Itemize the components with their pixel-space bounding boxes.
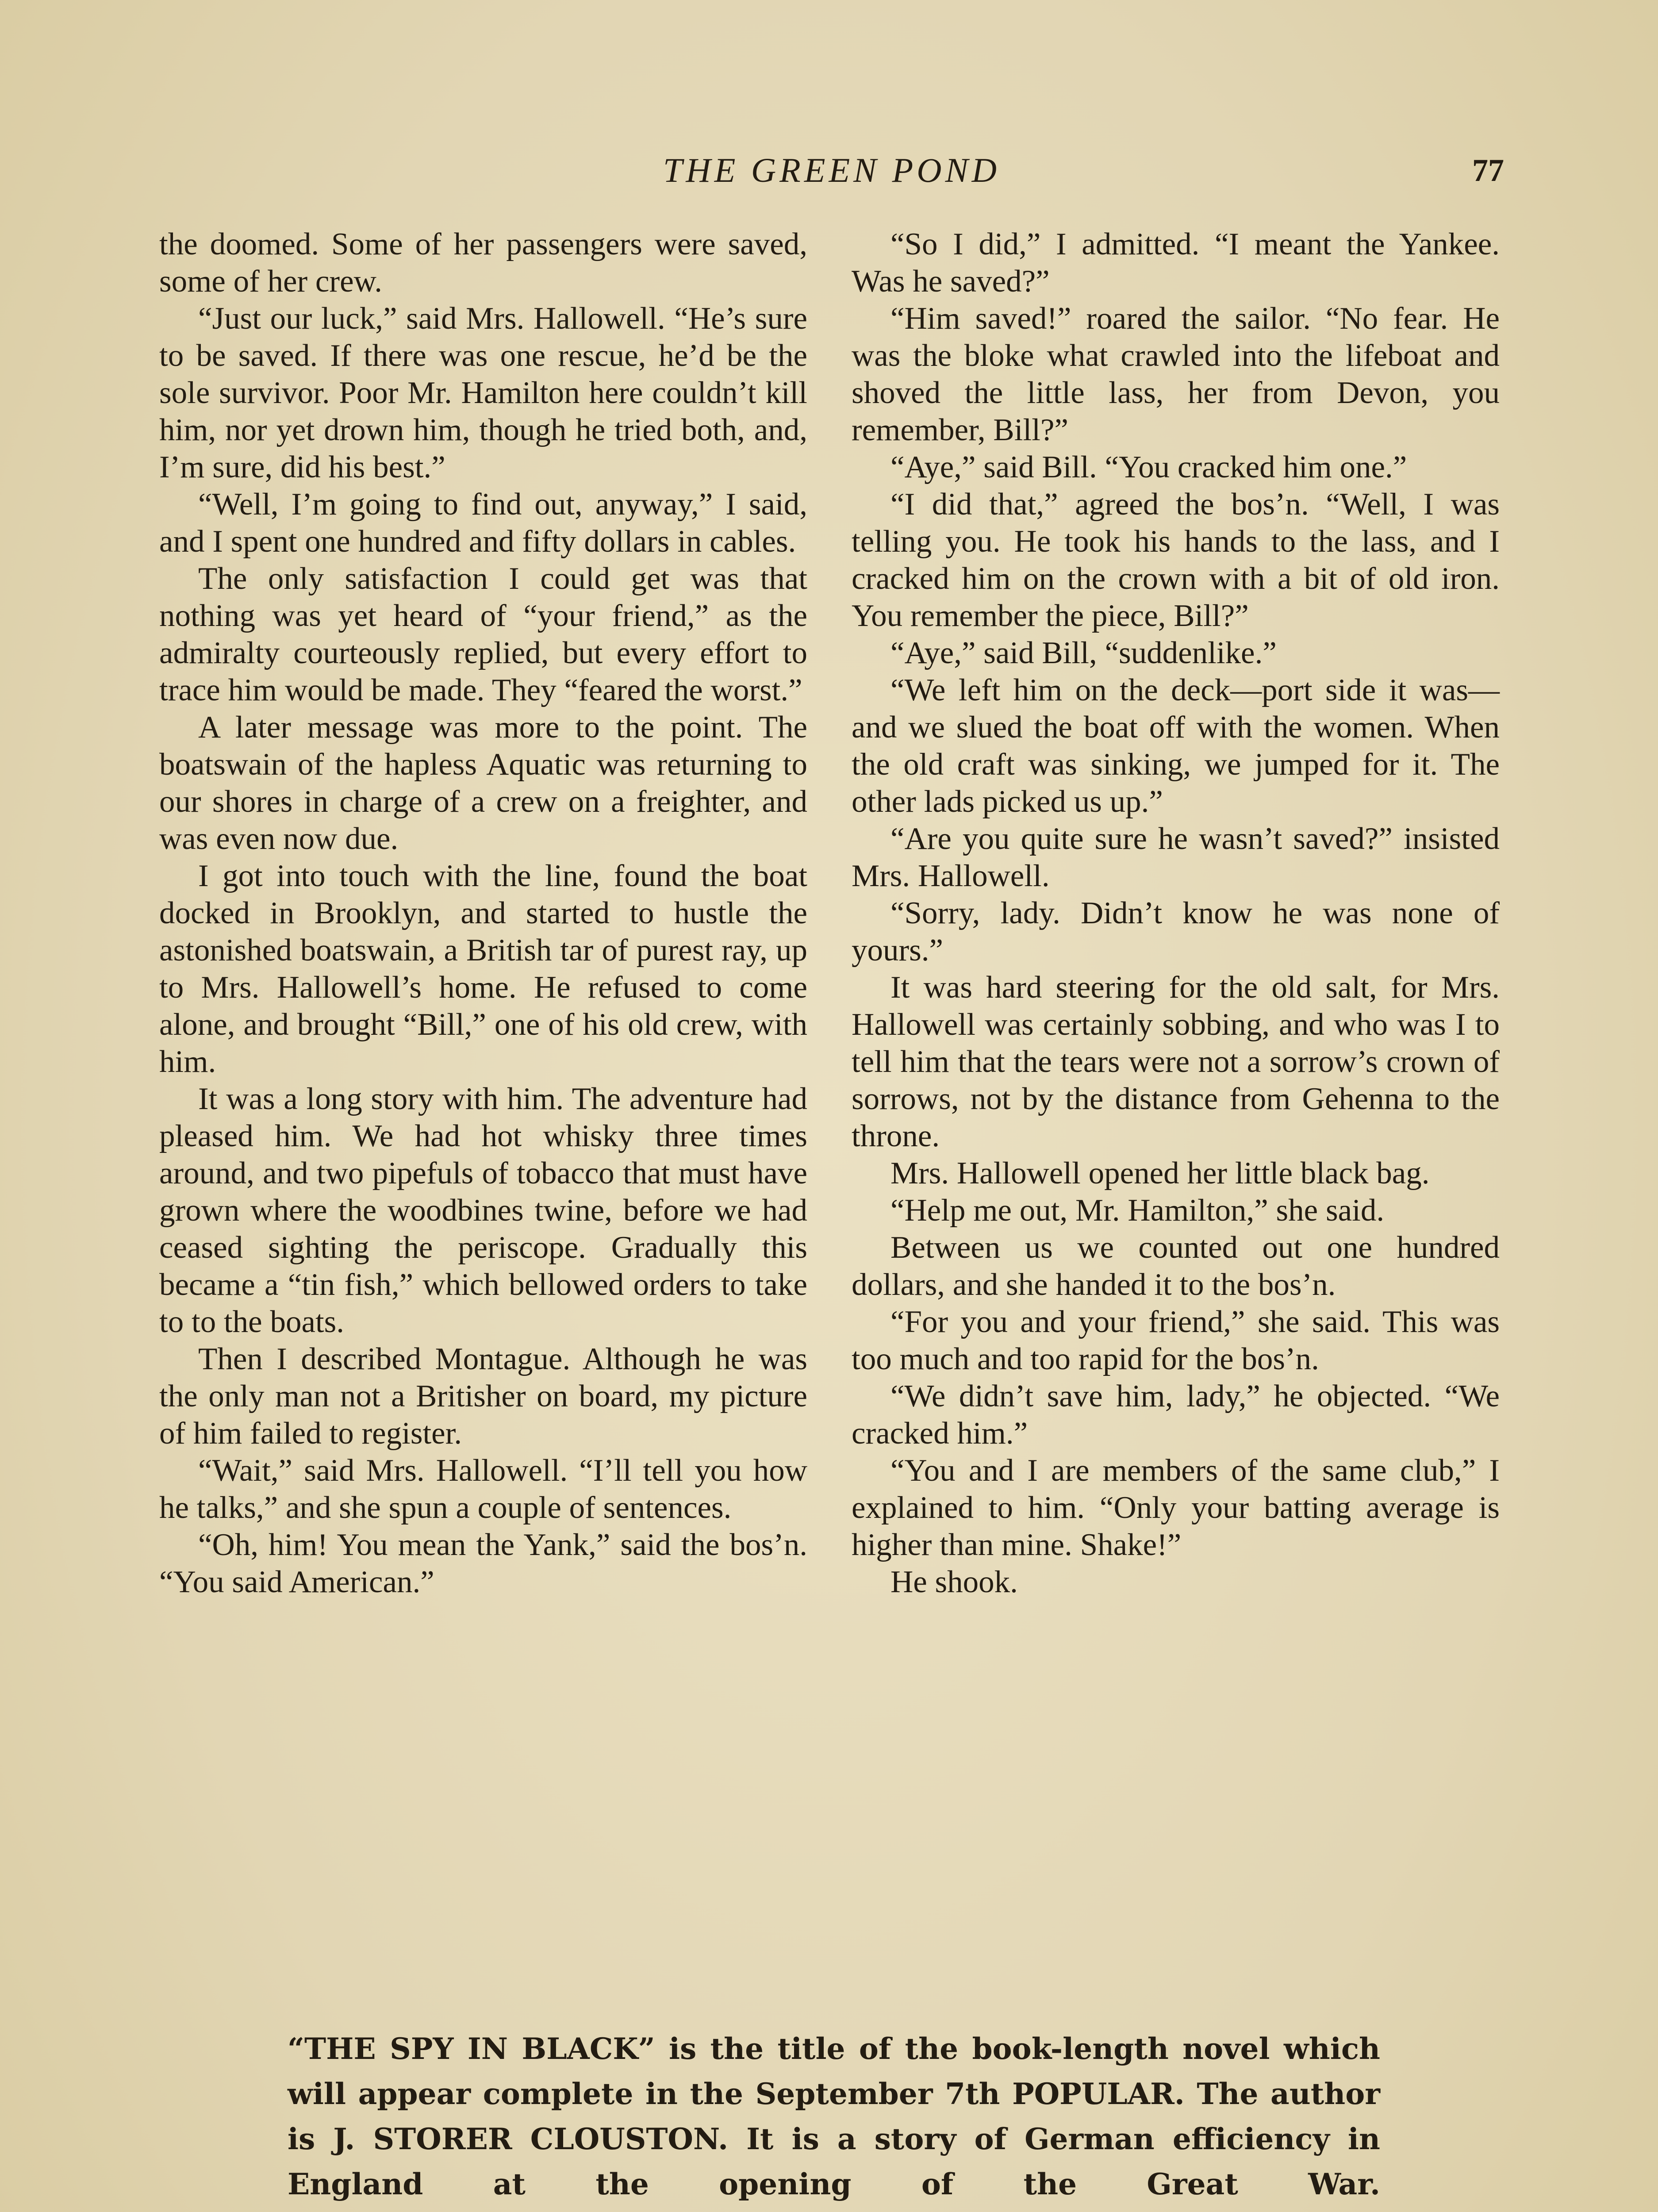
paragraph: He shook. xyxy=(890,1565,1018,1599)
paragraph: The only satisfaction I could get was that nothing was yet heard of “your friend,” as the admiralty courteously replied, but every effort to trace him would be made. They “feared the worst.” xyxy=(159,561,807,707)
paragraph: “Help me out, Mr. Hamilton,” she said. xyxy=(890,1193,1385,1228)
running-head xyxy=(159,146,1504,195)
right-column xyxy=(852,226,1500,1601)
paragraph: “I did that,” agreed the bos’n. “Well, I was telling you. He took his hands to the lass, and I cracked him on the crown with a bit of old iron. You remember the piece, Bill?” xyxy=(852,487,1500,633)
paragraph: “Wait,” said Mrs. Hallowell. “I’ll tell you how he talks,” and she spun a couple of sentences. xyxy=(159,1453,807,1525)
paragraph: “So I did,” I admitted. “I meant the Yankee. Was he saved?” xyxy=(852,227,1500,299)
paragraph: “Sorry, lady. Didn’t know he was none of yours.” xyxy=(852,896,1500,968)
paragraph: the doomed. Some of her passengers were saved, some of her crew. xyxy=(159,227,807,299)
paragraph: “Are you quite sure he wasn’t saved?” insisted Mrs. Hallowell. xyxy=(852,822,1500,893)
paragraph: It was hard steering for the old salt, for Mrs. Hallowell was certainly sobbing, and who was I to tell him that the tears were not a sorrow’s crown of sorrows, not by the distance from Gehenna to the throne. xyxy=(852,970,1500,1153)
paragraph: “For you and your friend,” she said. This was too much and too rapid for the bos’n. xyxy=(852,1305,1500,1376)
paragraph: It was a long story with him. The adventure had pleased him. We had hot whisky three times around, and two pipefuls of tobacco that must have grown where the woodbines twine, before we had ceased sighting the periscope. Gradually this became a “tin fish,” which bellowed orders to take to to the boats. xyxy=(159,1082,807,1339)
left-column xyxy=(159,226,807,1601)
paragraph: Mrs. Hallowell opened her little black bag. xyxy=(890,1156,1430,1190)
paragraph: “Oh, him! You mean the Yank,” said the bos’n. “You said American.” xyxy=(159,1528,807,1599)
paragraph: I got into touch with the line, found the boat docked in Brooklyn, and started to hustle the astonished boatswain, a British tar of purest ray, up to Mrs. Hallowell’s home. He refused to come alone, and brought “Bill,” one of his old crew, with him. xyxy=(159,859,807,1079)
paragraph: “Aye,” said Bill, “suddenlike.” xyxy=(890,636,1277,670)
page-title: THE GREEN POND xyxy=(663,151,1000,189)
paragraph: “Him saved!” roared the sailor. “No fear. He was the bloke what crawled into the lifeboat and shoved the little lass, her from Devon, you remember, Bill?” xyxy=(852,301,1500,447)
page-number: 77 xyxy=(1472,153,1504,188)
notice-text: “THE SPY IN BLACK” is the title of the book-length novel which will appear complete in the September 7th POPULAR. The author is J. STORER CLOUSTON. It is a story of German efficiency in England at the opening of the Great War. xyxy=(288,2032,1380,2201)
paragraph: “Aye,” said Bill. “You cracked him one.” xyxy=(890,450,1407,484)
paragraph: Then I described Montague. Although he was the only man not a Britisher on board, my picture of him failed to register. xyxy=(159,1342,807,1451)
paragraph: A later message was more to the point. The boatswain of the hapless Aquatic was returning to our shores in charge of a crew on a freighter, and was even now due. xyxy=(159,710,807,856)
paragraph: “We left him on the deck—port side it was—and we slued the boat off with the women. When the old craft was sinking, we jumped for it. The other lads picked us up.” xyxy=(852,673,1500,819)
paragraph: Between us we counted out one hundred dollars, and she handed it to the bos’n. xyxy=(852,1230,1500,1302)
paragraph: “Just our luck,” said Mrs. Hallowell. “He’s sure to be saved. If there was one rescue, he’d be the sole survivor. Poor Mr. Hamilton here couldn’t kill him, nor yet drown him, though he tried both, and, I’m sure, did his best.” xyxy=(159,301,807,484)
paragraph: “Well, I’m going to find out, anyway,” I said, and I spent one hundred and fifty dollars in cables. xyxy=(159,487,807,559)
paragraph: “We didn’t save him, lady,” he objected. “We cracked him.” xyxy=(852,1379,1500,1451)
announcement-notice xyxy=(288,2026,1380,2207)
paragraph: “You and I are members of the same club,” I explained to him. “Only your batting average is higher than mine. Shake!” xyxy=(852,1453,1500,1562)
